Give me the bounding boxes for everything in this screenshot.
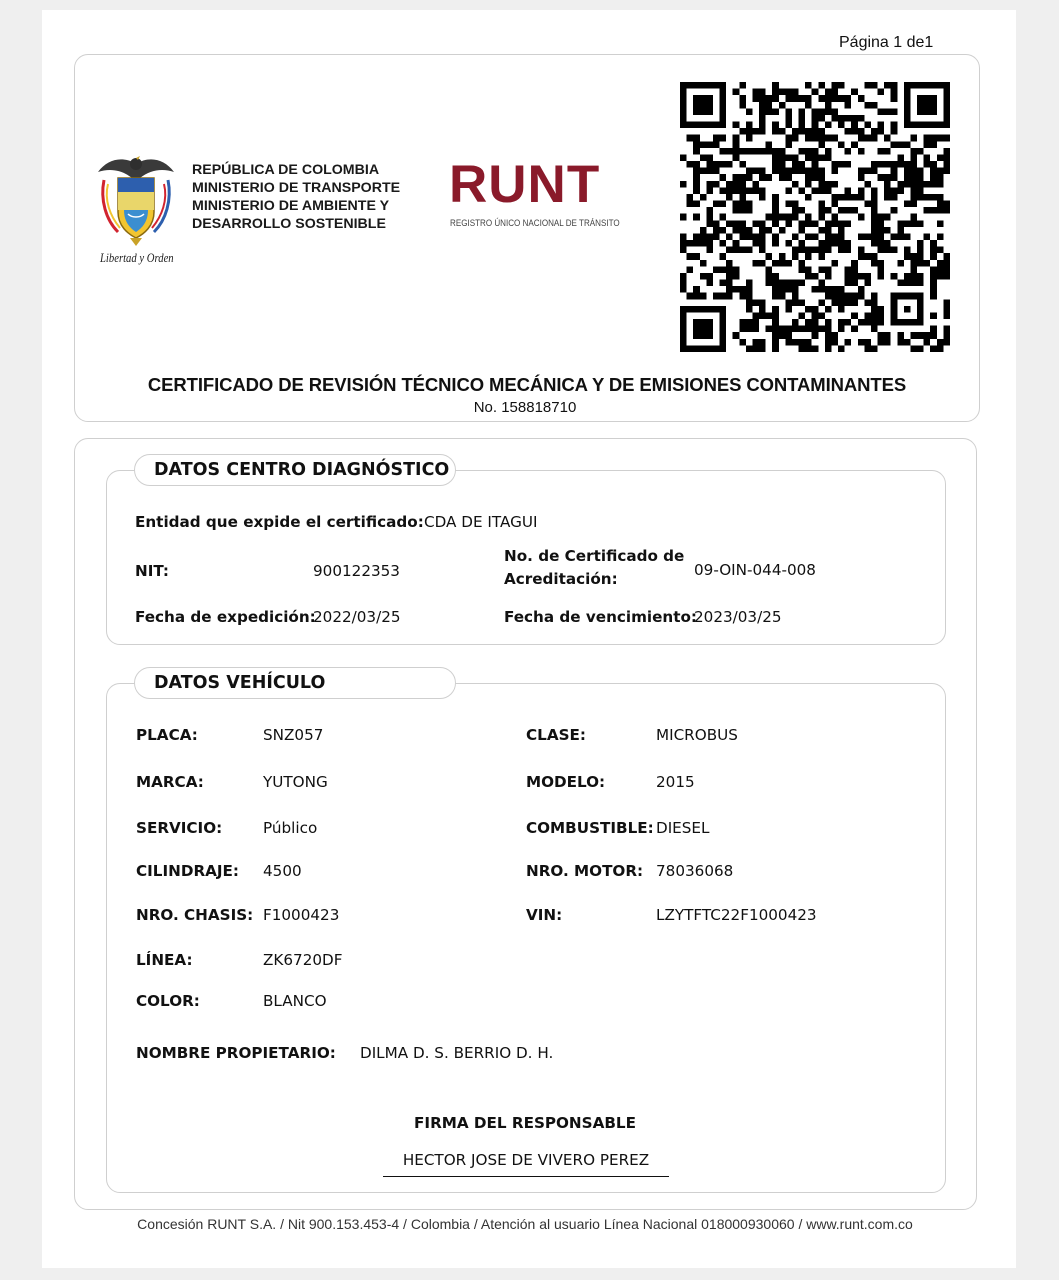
displacement-value: 4500	[263, 862, 302, 880]
plate-label: PLACA:	[136, 726, 198, 744]
accreditation-label: No. de Certificado de	[504, 547, 685, 565]
brand-value: YUTONG	[263, 773, 328, 791]
owner-value: DILMA D. S. BERRIO D. H.	[360, 1044, 554, 1062]
expiry-date-label: Fecha de vencimiento:	[504, 608, 698, 626]
plate-value: SNZ057	[263, 726, 324, 744]
ministry-line: DESARROLLO SOSTENIBLE	[192, 216, 386, 232]
line-label: LÍNEA:	[136, 951, 193, 969]
color-label: COLOR:	[136, 992, 200, 1010]
document-page	[42, 10, 1016, 1268]
certificate-title: CERTIFICADO DE REVISIÓN TÉCNICO MECÁNICA Y DE EMISIONES CONTAMINANTES	[147, 374, 907, 395]
model-value: 2015	[656, 773, 695, 791]
expiry-date-value: 2023/03/25	[694, 608, 782, 626]
nit-label: NIT:	[135, 562, 169, 580]
page-number: Página 1 de1	[839, 34, 934, 51]
motto: Libertad y Orden	[100, 250, 174, 265]
signature-title: FIRMA DEL RESPONSABLE	[414, 1114, 636, 1132]
ministry-line: MINISTERIO DE AMBIENTE Y	[192, 198, 390, 214]
vin-label: VIN:	[526, 906, 563, 924]
footer-text: Concesión RUNT S.A. / Nit 900.153.453-4 / Colombia / Atención al usuario Línea Nacional 018000930060 / www.runt.com.co	[137, 1216, 913, 1232]
color-value: BLANCO	[263, 992, 327, 1010]
engine-number-value: 78036068	[656, 862, 734, 880]
ministry-line: MINISTERIO DE TRANSPORTE	[192, 180, 401, 196]
vehicle-title: DATOS VEHÍCULO	[134, 667, 456, 699]
entity-value: CDA DE ITAGUI	[424, 513, 538, 531]
issue-date-label: Fecha de expedición:	[135, 608, 316, 626]
ministry-block	[192, 161, 400, 233]
colombia-coat-of-arms-icon	[94, 150, 178, 250]
displacement-label: CILINDRAJE:	[136, 862, 239, 880]
entity-label: Entidad que expide el certificado:	[135, 513, 424, 531]
diagnostic-center-title: DATOS CENTRO DIAGNÓSTICO	[134, 454, 456, 486]
qr-code-icon	[680, 82, 950, 352]
ministry-line: REPÚBLICA DE COLOMBIA	[192, 162, 380, 178]
class-value: MICROBUS	[656, 726, 738, 744]
signature-line	[383, 1176, 669, 1177]
runt-logo-subtitle: REGISTRO ÚNICO NACIONAL DE TRÁNSITO	[450, 217, 620, 228]
certificate-number: No. 158818710	[473, 399, 577, 416]
service-value: Público	[263, 819, 318, 837]
engine-number-label: NRO. MOTOR:	[526, 862, 644, 880]
accreditation-value: 09-OIN-044-008	[694, 561, 816, 579]
issue-date-value: 2022/03/25	[313, 608, 401, 626]
brand-label: MARCA:	[136, 773, 204, 791]
nit-value: 900122353	[313, 562, 400, 580]
service-label: SERVICIO:	[136, 819, 223, 837]
chassis-label: NRO. CHASIS:	[136, 906, 254, 924]
chassis-value: F1000423	[263, 906, 340, 924]
vin-value: LZYTFTC22F1000423	[656, 906, 817, 924]
line-value: ZK6720DF	[263, 951, 343, 969]
accreditation-label: Acreditación:	[504, 570, 618, 588]
signature-name: HECTOR JOSE DE VIVERO PEREZ	[402, 1151, 650, 1169]
model-label: MODELO:	[526, 773, 606, 791]
fuel-label: COMBUSTIBLE:	[526, 819, 654, 837]
runt-logo: RUNT	[449, 155, 601, 214]
owner-label: NOMBRE PROPIETARIO:	[136, 1044, 336, 1062]
fuel-value: DIESEL	[656, 819, 710, 837]
class-label: CLASE:	[526, 726, 586, 744]
